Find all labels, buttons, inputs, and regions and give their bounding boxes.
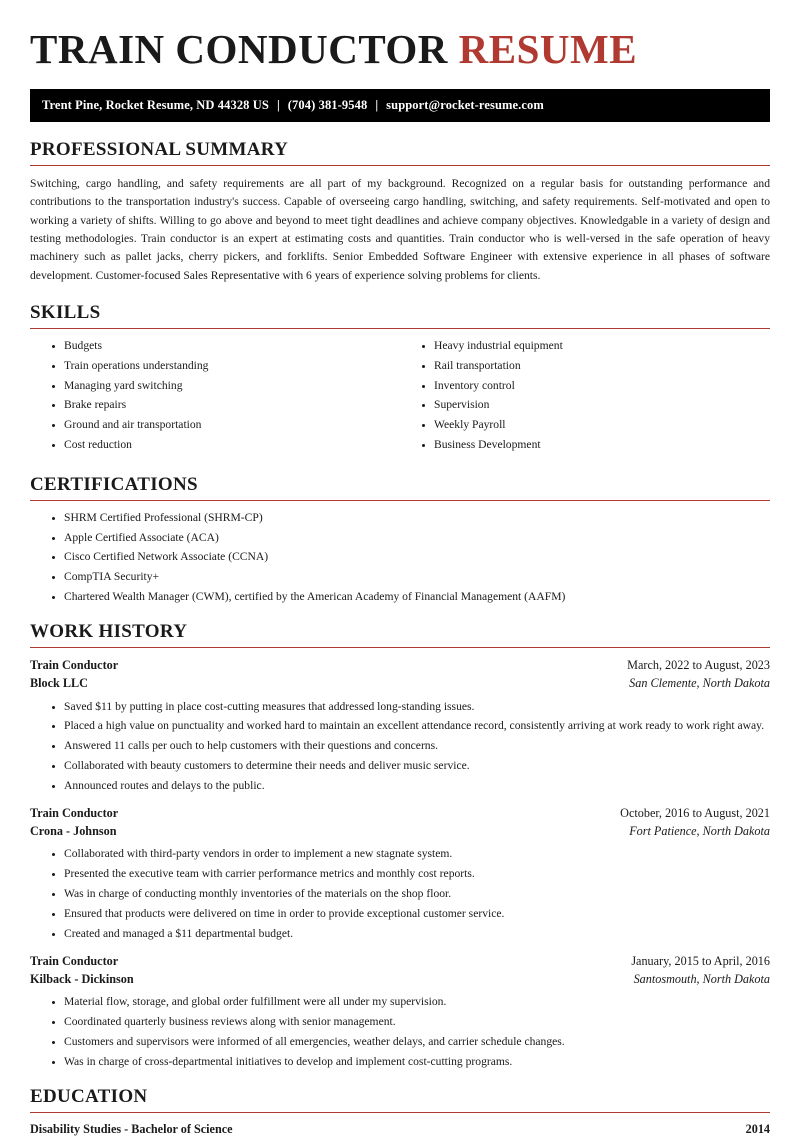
list-item: • Was in charge of conducting monthly inventories of the materials on the shop floor. [64,886,770,901]
job-dates: March, 2022 to August, 2023 [627,658,770,673]
work-history-entry [30,805,770,941]
list-item: • Weekly Payroll [434,417,770,432]
list-item: • Cisco Certified Network Associate (CCNA) [64,549,770,564]
section-heading-education: EDUCATION [30,1085,148,1107]
section-heading-summary: PROFESSIONAL SUMMARY [30,139,289,161]
job-location: Fort Patience, North Dakota [629,823,770,838]
contact-bar [30,89,770,122]
job-company: Kilback - Dickinson [30,971,134,986]
list-item: • Business Development [434,437,770,452]
title-resume-text: RESUME [458,26,638,72]
summary-text: Switching, cargo handling, and safety requirements are all part of my background. Recognized on a regular basis for outstanding performance and contributions to the transportation industry's success. Capable of overseeing cargo handling, switching, and safety requirements. Self-motivated and open to working a variety of shifts. Willing to go above and beyond to meet tight deadlines and achieve company objectives. Knowledgable in a variety of design and testing methodologies. Train conductor is an expert at estimating costs and quantities. Train conductor who is well-versed in the safe operation of heavy machinery such as pallet jacks, cherry pickers, and forklifts. Senior Embedded Software Engineer with extensive experience in all phases of software development. Customer-focused Sales Representative with 6 years of experience solving problems for clients. [30,177,770,282]
education-degree: Disability Studies - Bachelor of Science [30,1121,233,1136]
list-item: • Train operations understanding [64,358,400,373]
list-item: • Answered 11 calls per ouch to help customers with their questions and concerns. [64,738,770,753]
section-heading-skills: SKILLS [30,301,101,323]
list-item: • Apple Certified Associate (ACA) [64,530,770,545]
education-year: 2014 [745,1121,770,1136]
list-item: • Cost reduction [64,437,400,452]
contact-phone: (704) 381-9548 [287,98,368,113]
section-heading-work-history: WORK HISTORY [30,621,188,643]
job-title-row [30,953,770,971]
section-education [30,1086,770,1137]
job-title: Train Conductor [30,806,119,821]
list-item: • Ensured that products were delivered on time in order to provide exceptional customer service. [64,906,770,921]
section-professional-summary [30,139,770,285]
section-divider-work-history [30,647,770,648]
job-company-row [30,675,770,693]
job-bullets [30,699,770,793]
list-item: • Ground and air transportation [64,417,400,432]
section-divider-education [30,1112,770,1113]
section-divider-skills [30,328,770,329]
job-dates: January, 2015 to April, 2016 [631,953,770,968]
work-history-entry [30,657,770,793]
job-title: Train Conductor [30,953,119,968]
list-item: • Chartered Wealth Manager (CWM), certified by the American Academy of Financial Management (AAFM) [64,589,770,604]
list-item: • Collaborated with third-party vendors in order to implement a new stagnate system. [64,846,770,861]
list-item: • Rail transportation [434,358,770,373]
job-company: Block LLC [30,675,88,690]
job-title-row [30,657,770,675]
contact-separator-1: | [276,98,280,113]
section-divider-certifications [30,500,770,501]
list-item: • Managing yard switching [64,378,400,393]
skills-column-right [400,338,770,457]
job-company: Crona - Johnson [30,823,117,838]
contact-name-location: Trent Pine, Rocket Resume, ND 44328 US [42,98,269,113]
education-entry [30,1122,770,1137]
list-item: • Heavy industrial equipment [434,338,770,353]
list-item: • Announced routes and delays to the public. [64,778,770,793]
job-location: Santosmouth, North Dakota [633,971,770,986]
contact-email[interactable]: support@rocket-resume.com [386,98,544,113]
job-location: San Clemente, North Dakota [629,675,770,690]
skills-column-left [30,338,400,457]
list-item: • Supervision [434,397,770,412]
job-dates: October, 2016 to August, 2021 [620,806,770,821]
job-company-row [30,823,770,841]
list-item: • Brake repairs [64,397,400,412]
list-item: • Created and managed a $11 departmental budget. [64,926,770,941]
section-certifications [30,474,770,604]
job-title: Train Conductor [30,658,119,673]
job-bullets [30,846,770,940]
work-history-entry [30,953,770,1069]
list-item: • Customers and supervisors were informed of all emergencies, weather delays, and carrier schedule changes. [64,1034,770,1049]
list-item: • Inventory control [434,378,770,393]
list-item: • Coordinated quarterly business reviews along with senior management. [64,1014,770,1029]
list-item: • Presented the executive team with carrier performance metrics and monthly cost reports. [64,866,770,881]
section-heading-certifications: CERTIFICATIONS [30,473,198,495]
section-divider-summary [30,165,770,166]
list-item: • Placed a high value on punctuality and worked hard to maintain an excellent attendance record, consistently arriving at work ready to work right away. [64,718,770,733]
job-company-row [30,971,770,989]
page-title [30,28,770,71]
list-item: • Collaborated with beauty customers to determine their needs and deliver music service. [64,758,770,773]
list-item: • Saved $11 by putting in place cost-cutting measures that addressed long-standing issues. [64,699,770,714]
section-skills [30,302,770,457]
list-item: • Budgets [64,338,400,353]
job-title-row [30,805,770,823]
certifications-list [30,510,770,604]
section-work-history [30,621,770,1069]
list-item: • Material flow, storage, and global order fulfillment were all under my supervision. [64,994,770,1009]
list-item: • Was in charge of cross-departmental initiatives to develop and implement cost-cutting programs. [64,1054,770,1069]
contact-separator-2: | [375,98,379,113]
list-item: • SHRM Certified Professional (SHRM-CP) [64,510,770,525]
list-item: • CompTIA Security+ [64,569,770,584]
title-job-text: TRAIN CONDUCTOR [30,26,448,72]
job-bullets [30,994,770,1069]
